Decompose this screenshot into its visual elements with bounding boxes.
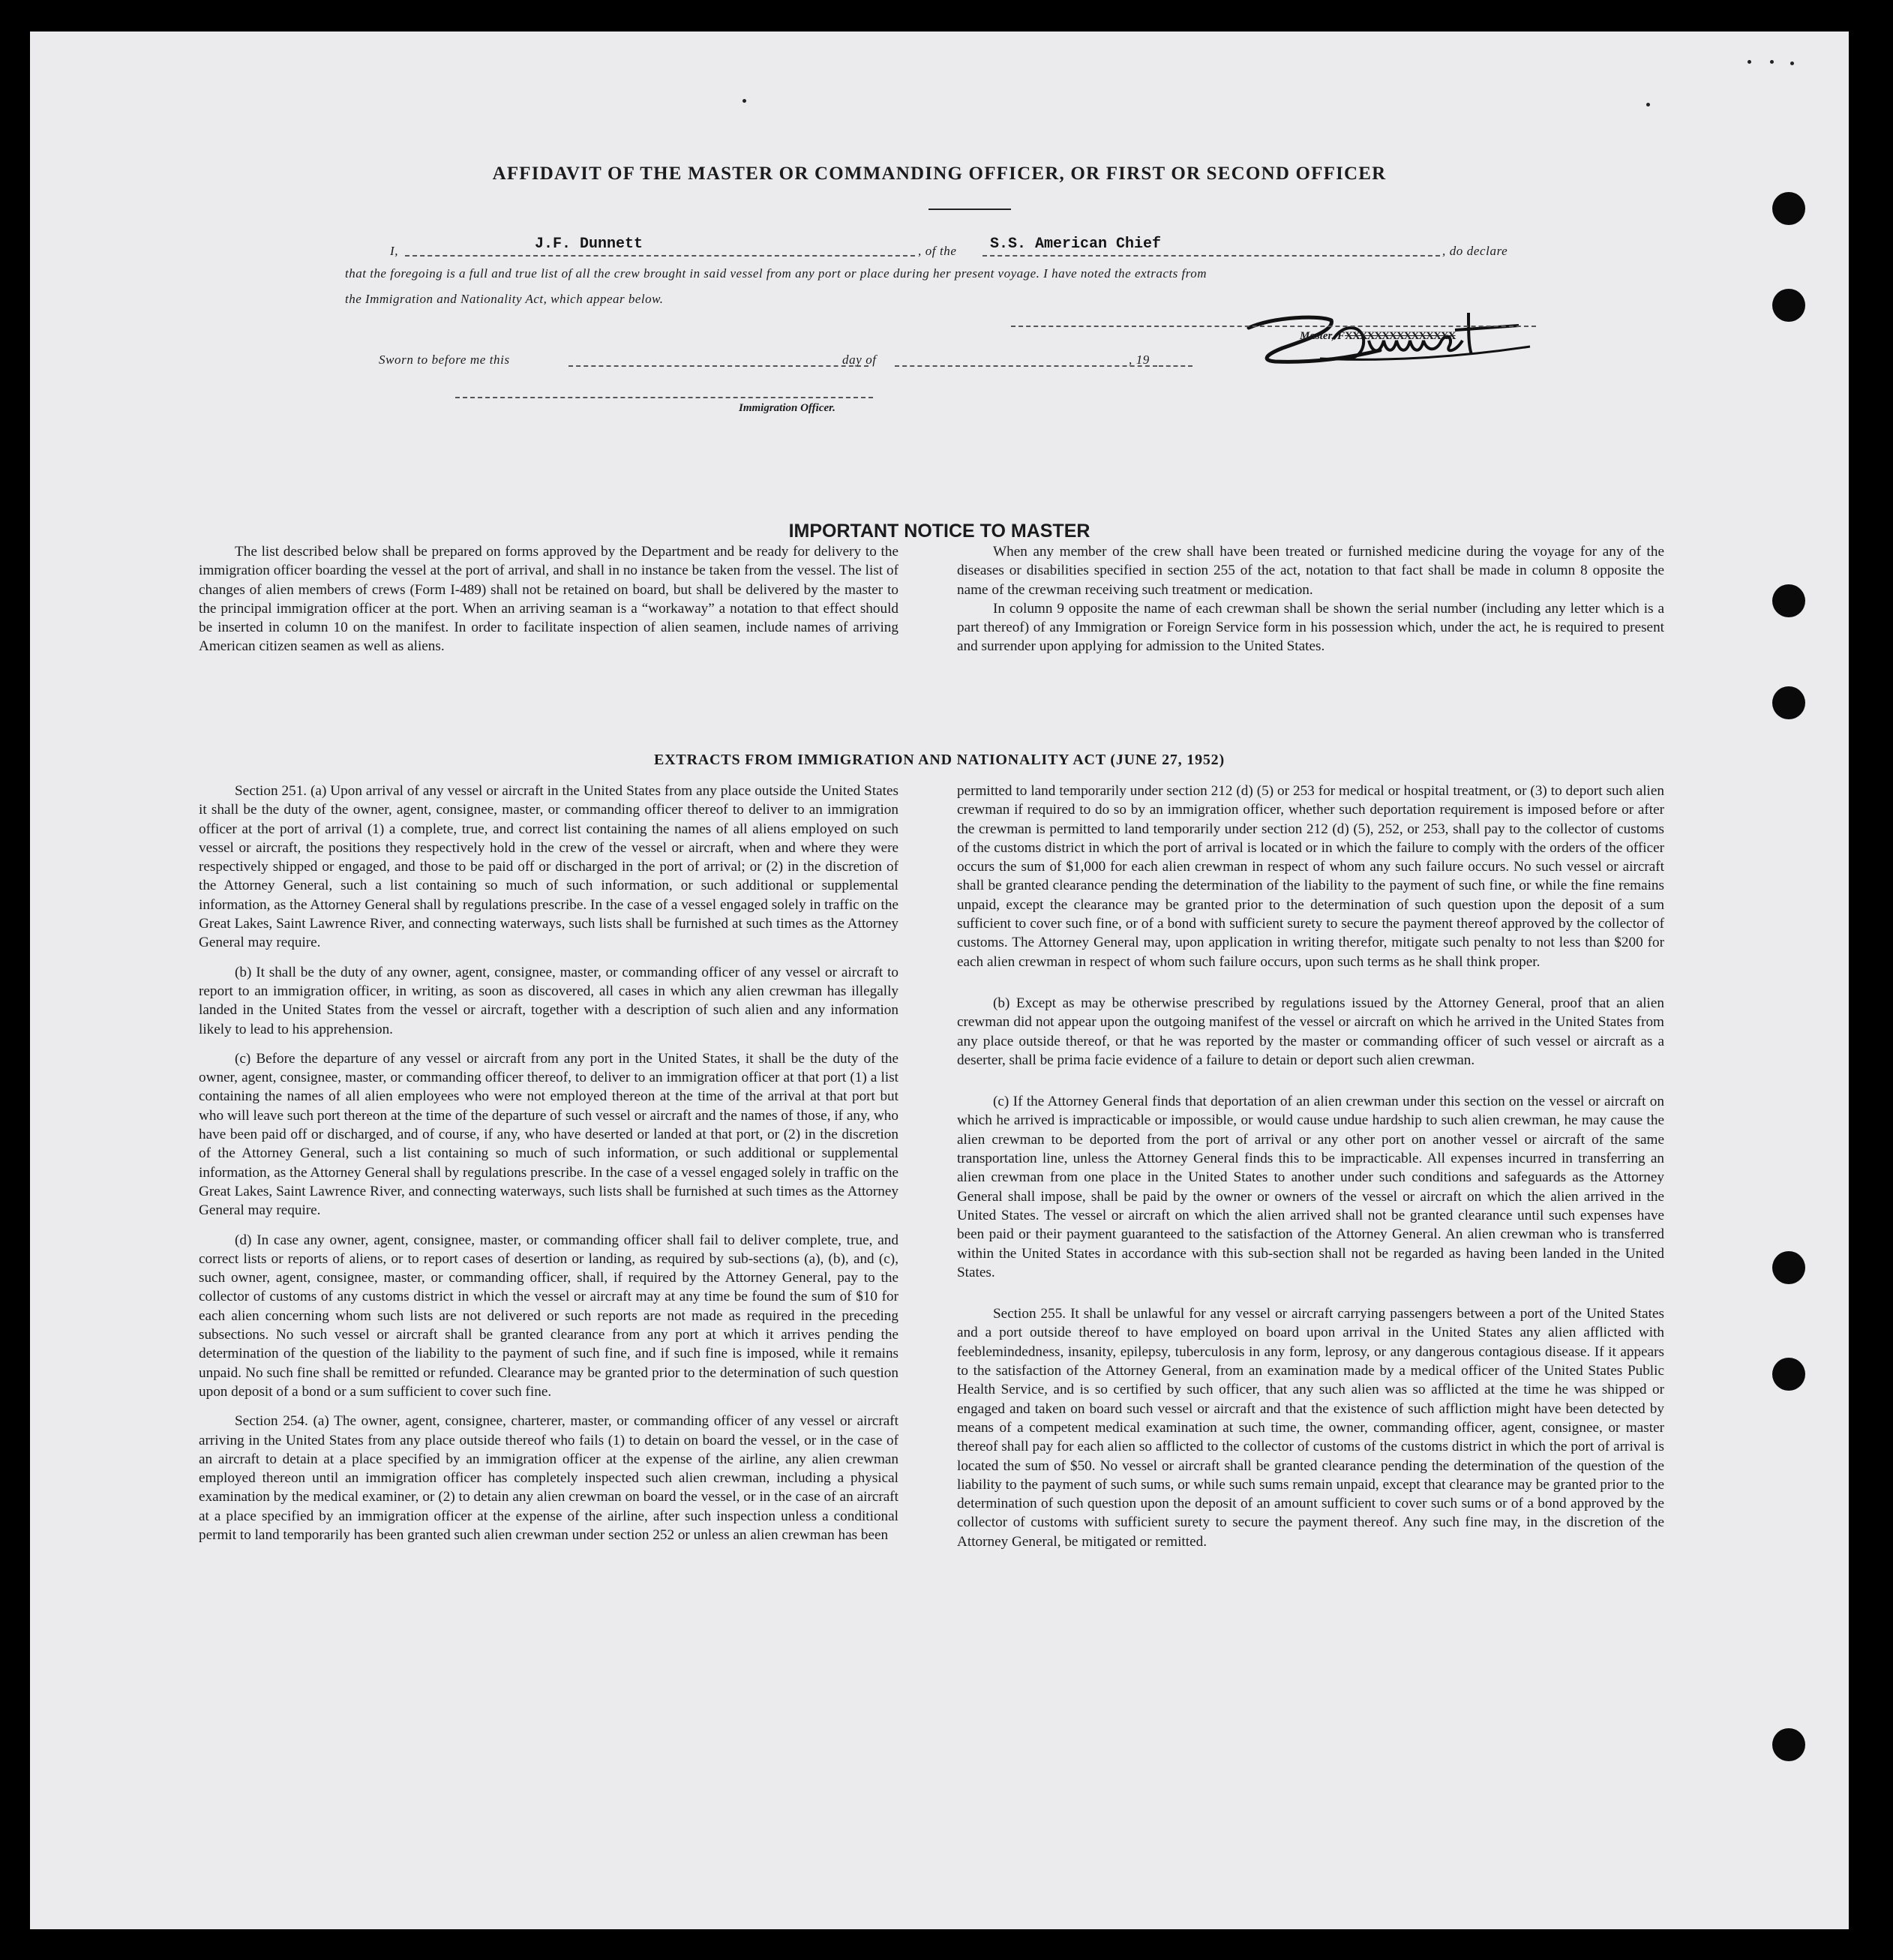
extracts-left-column: [199, 782, 898, 1544]
year-line[interactable]: [1159, 365, 1192, 367]
affidavit-statement-cont: the Immigration and Nationality Act, which appear below.: [345, 292, 664, 306]
officer-signature-line[interactable]: [455, 397, 873, 398]
signature-line: [1011, 326, 1536, 327]
notice-left-paragraph: The list described below shall be prepared on forms approved by the Department and be ready for delivery to the immigration officer boarding the vessel at the port of arrival, and shall in no instance be taken from the vessel. The list of changes of alien members of crews (Form I-489) shall not be retained on board, but shall be delivered by the master to the principal immigration officer at the port. When an arriving seaman is a “workaway” a notation to that effect should be inserted in column 10 on the manifest. In order to facilitate inspection of alien seamen, include names of arriving American citizen seamen as well as aliens.: [199, 544, 898, 655]
speck: [1646, 103, 1650, 107]
name-field-line: [405, 255, 915, 257]
extracts-right-column: [957, 782, 1664, 1551]
section-paragraph: (b) Except as may be otherwise prescribed by regulations issued by the Attorney General, proof that an alien crewman did not appear upon the outgoing manifest of the vessel or aircraft on which he arrived in the United States from any place outside thereof, or that he was reported by the master or commanding officer of such vessel or aircraft as a deserter, shall be prima facie evidence of a failure to detain or deport such alien crewman.: [957, 995, 1664, 1068]
officer-label: Immigration Officer.: [739, 402, 836, 414]
signer-title: Master, FXXXXXXXXXXXXXXX: [1300, 330, 1456, 342]
binder-hole: [1772, 192, 1805, 225]
section-paragraph: (d) In case any owner, agent, consignee, master, or commanding officer shall fail to deliver complete, true, and correct lists or reports of aliens, or to report cases of desertion or landing, as required by sub-sections (a), (b), and (c), such owner, agent, consignee, master, or commanding officer, shall, if required by the Attorney General, pay to the collector of customs of any customs district in which the vessel or aircraft may at any time be found the sum of $10 for each alien concerning whom such lists are not delivered or such reports are not made as required in the preceding subsections. No such vessel or aircraft shall be granted clearance from any port at which it arrives pending the determination of the question of the liability to the payment of such fine, and if such fine is imposed, while it remains unpaid. No such fine shall be remitted or refunded. Clearance may be granted prior to the determination of such question upon deposit of a bond or a sum sufficient to cover such fine.: [199, 1232, 898, 1400]
of-the-label: , of the: [918, 244, 957, 258]
master-name-field[interactable]: J.F. Dunnett: [535, 236, 644, 253]
section-paragraph: (b) It shall be the duty of any owner, agent, consignee, master, or commanding officer of any vessel or aircraft to report to an immigration officer, in writing, as soon as discovered, all cases in which any alien crewman has illegally landed in the United States from the vessel or aircraft, together with a description of such alien and any information likely to lead to his apprehension.: [199, 964, 898, 1037]
vessel-name-field[interactable]: S.S. American Chief: [990, 236, 1162, 253]
sworn-day-line[interactable]: [568, 365, 868, 367]
notice-title: IMPORTANT NOTICE TO MASTER: [788, 521, 1090, 542]
binder-hole: [1772, 1358, 1805, 1391]
section-paragraph: Section 251. (a) Upon arrival of any vessel or aircraft in the United States from any place outside the United States it shall be the duty of the owner, agent, consignee, master, or commanding officer thereof to deliver to an immigration officer at the port of arrival (1) a complete, true, and correct list containing the names of all aliens employed on such vessel or aircraft, the positions they respectively hold in the crew of the vessel or aircraft, when and where they were respectively shipped or engaged, and those to be paid off or discharged in the port of arrival; or (2) in the discretion of the Attorney General, such a list containing so much of such information, or such additional or supplemental information, as the Attorney General shall by regulations prescribe. In the case of a vessel engaged solely in traffic on the Great Lakes, Saint Lawrence River, and connecting waterways, such lists shall be furnished at such times as the Attorney General may require.: [199, 783, 898, 951]
title-divider: [928, 209, 1011, 210]
binder-hole: [1772, 584, 1805, 617]
sworn-label: Sworn to before me this: [379, 353, 510, 367]
section-paragraph: Section 255. It shall be unlawful for any vessel or aircraft carrying passengers between a port of the United States and a port outside thereof to have employed on board upon arrival in the United States any alien afflicted with feeblemindedness, insanity, epilepsy, tuberculosis in any form, leprosy, or any dangerous contagious disease. If it appears to the satisfaction of the Attorney General, from an examination made by a medical officer of the United States Public Health Service, and is so certified by such officer, that any such alien was so afflicted at the time he was shipped or engaged and taken on board such vessel or aircraft and that the existence of such affliction might have been detected by means of a competent medical examination at such time, the owner, commanding officer, agent, consignee, or master thereof shall pay for each alien so afflicted to the collector of customs of the customs district in which the port of arrival is located the sum of $50. No vessel or aircraft shall be granted clearance pending the determination of the question of the liability to the payment of such sums, or while such sums remain unpaid, except that clearance may be granted prior to the determination of such question upon the deposit of an amount sufficient to cover such sums or of a bond approved by the collector of customs with sufficient surety to secure the payment thereof. Any such fine may, in the discretion of the Attorney General, be mitigated or remitted.: [957, 1306, 1664, 1550]
affidavit-i: I,: [390, 244, 399, 258]
notice-right-paragraph: When any member of the crew shall have been treated or furnished medicine during the voyage for any of the diseases or disabilities specified in section 255 of the act, notation to that fact shall be made in column 8 opposite the name of the crewman receiving such treatment or medication.: [957, 544, 1664, 598]
speck: [1790, 62, 1794, 65]
do-declare-label: , do declare: [1442, 244, 1508, 258]
binder-hole: [1772, 686, 1805, 719]
section-paragraph: permitted to land temporarily under section 212 (d) (5) or 253 for medical or hospital treatment, or (3) to deport such alien crewman if required to do so by an immigration officer, whether such deportation requirement is imposed before or after the crewman is permitted to land temporarily under section 212 (d) (5), 252, or 253, shall pay to the collector of customs of the customs district in which the port of arrival is located or in which the failure to comply with the orders of the officer occurs the sum of $1,000 for each alien crewman in respect of whom any such failure occurs. No such vessel or aircraft shall be granted clearance pending the determination of the liability to the payment of such fine, or while the fine remains unpaid, except the clearance may be granted prior to the determination of such question upon the deposit of a sum sufficient to cover such fine, or of a bond with sufficient surety to secure the payment thereof approved by the collector of customs. The Attorney General may, upon application in writing therefor, mitigate such penalty to not less than $200 for each alien crewman in respect of whom such failure occurs, upon such terms as he shall think proper.: [957, 783, 1664, 970]
vessel-field-line: [982, 255, 1440, 257]
year-label: , 19: [1129, 353, 1150, 367]
document-page: [30, 32, 1849, 1929]
affidavit-title: AFFIDAVIT OF THE MASTER OR COMMANDING OFFICER, OR FIRST OR SECOND OFFICER: [492, 164, 1387, 184]
day-of-label: day of: [842, 353, 877, 367]
speck: [1748, 60, 1751, 64]
section-paragraph: (c) Before the departure of any vessel or aircraft from any port in the United States, it shall be the duty of the owner, agent, consignee, master, or commanding officer thereof, to deliver to an immigration officer at that port (1) a list containing the names of all alien employees who were not employed thereon at the time of the arrival at that port but who will leave such port thereon at the time of the departure of such vessel or aircraft and the names of those, if any, who have been paid off or discharged, and of course, if any, who have deserted or landed at that port, or (2) in the discretion of the Attorney General, such a list containing so much of such information, or such additional or supplemental information, as the Attorney General shall by regulations prescribe. In the case of a vessel engaged solely in traffic on the Great Lakes, Saint Lawrence River, and connecting waterways, such lists shall be furnished at such times as the Attorney General may require.: [199, 1050, 898, 1219]
binder-hole: [1772, 1251, 1805, 1284]
affidavit-statement: that the foregoing is a full and true list of all the crew brought in said vessel from any port or place during her present voyage. I have noted the extracts from: [345, 266, 1208, 281]
extracts-title: EXTRACTS FROM IMMIGRATION AND NATIONALITY ACT (JUNE 27, 1952): [654, 752, 1225, 768]
binder-hole: [1772, 1728, 1805, 1761]
speck: [1770, 60, 1774, 64]
notice-left-column: [199, 542, 898, 656]
month-line[interactable]: [895, 365, 1157, 367]
section-paragraph: Section 254. (a) The owner, agent, consignee, charterer, master, or commanding officer of any vessel or aircraft arriving in the United States from any place outside thereof who fails (1) to detain on board the vessel, or in the case of an aircraft to detain at a place specified by an immigration officer at the expense of the airline, any alien crewman employed thereon until an immigration officer has completely inspected such alien crewman, including a physical examination by the medical examiner, or (2) to detain any alien crewman on board the vessel, or in the case of an aircraft at a place specified by an immigration officer at the expense of the airline, after such inspection unless a conditional permit to land temporarily has been granted such alien crewman under section 252 or unless an alien crewman has been: [199, 1413, 898, 1543]
section-paragraph: (c) If the Attorney General finds that deportation of an alien crewman under this section on the vessel or aircraft on which he arrived is impracticable or impossible, or would cause undue hardship to such alien crewman, he may cause the alien crewman to be deported from the port of arrival or any other port on another vessel or aircraft of the same transportation line, unless the Attorney General finds this to be impracticable. All expenses incurred in transferring an alien crewman from one place in the United States to another under such conditions and safeguards as the Attorney General shall impose, shall be paid by the owner or owners of the vessel or aircraft on which the alien arrived in the United States. The vessel or aircraft on which the alien arrived shall not be granted clearance until such expenses have been paid or their payment guaranteed to the satisfaction of the Attorney General. An alien crewman who is transferred within the United States in accordance with this sub-section shall not be regarded as having been landed in the United States.: [957, 1094, 1664, 1280]
notice-right-column: [957, 542, 1664, 656]
notice-right-paragraph: In column 9 opposite the name of each crewman shall be shown the serial number (including any letter which is a part thereof) of any Immigration or Foreign Service form in his possession which, under the act, he is required to present and surrender upon applying for admission to the United States.: [957, 600, 1664, 655]
binder-hole: [1772, 289, 1805, 322]
speck: [742, 99, 746, 103]
